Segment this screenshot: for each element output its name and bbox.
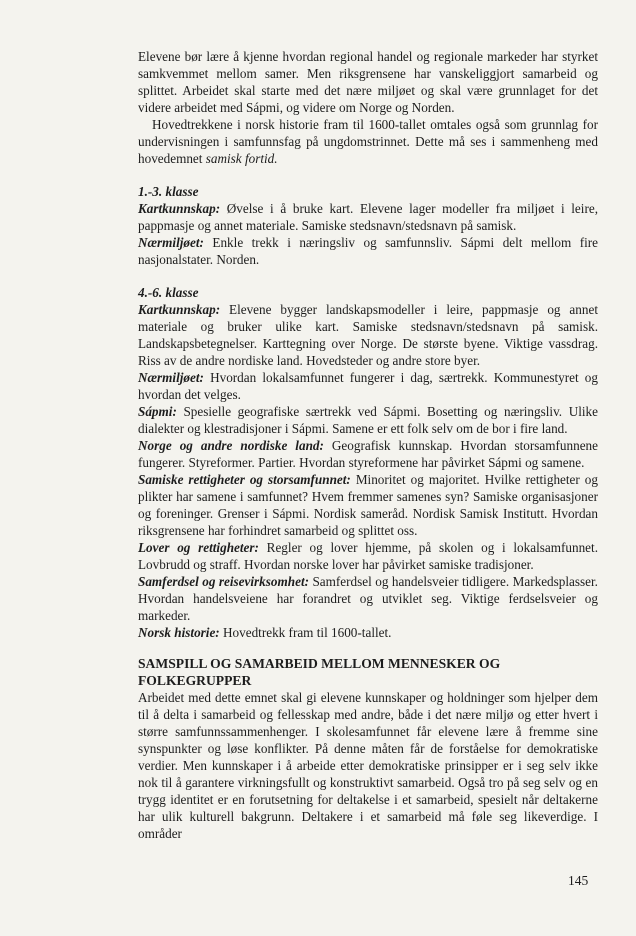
item-label: Norsk historie: [138, 625, 220, 640]
grade-1-3-item [138, 234, 598, 268]
item-text: Minoritet og majoritet. Hvilke rettigheter og plikter har samene i samfunnet? Hvem fremmer samenes syn? Samiske organisasjoner og foreninger. Grenser i Sápmi. Nordisk sameråd. Nordisk Samisk Institutt. Hvordan riksgrensene har forhindret samarbeid og splittet oss. [138, 472, 598, 538]
grade-4-6-item [138, 539, 598, 573]
item-label: Nærmiljøet: [138, 235, 204, 250]
intro-paragraph: Elevene bør lære å kjenne hvordan regional handel og regionale markeder har styrket samkvemmet mellom samer. Men riksgrensene har vanskeliggjort samarbeid og splittet. Arbeidet skal starte med det nære miljøet og skal være grunnlaget for det videre arbeidet med Sápmi, og videre om Norge og Norden. [138, 49, 598, 115]
item-text: Enkle trekk i næringsliv og samfunnsliv. Sápmi delt mellom fire nasjonalstater. Norden. [138, 235, 598, 267]
item-label: Samiske rettigheter og storsamfunnet: [138, 472, 351, 487]
item-text: Geografisk kunnskap. Hvordan storsamfunnene fungerer. Styreformer. Partier. Hvordan styreformene har påvirket Sápmi og samene. [138, 438, 598, 470]
grade-4-6-item [138, 437, 598, 471]
grade-4-6-item [138, 573, 598, 624]
section-heading: SAMSPILL OG SAMARBEID MELLOM MENNESKER OG FOLKEGRUPPER [138, 656, 501, 688]
page-number: 145 [568, 873, 589, 888]
grade-4-6-title: 4.-6. klasse [138, 285, 199, 300]
grade-4-6-item [138, 403, 598, 437]
grade-4-6-item [138, 369, 598, 403]
grade-1-3-item [138, 200, 598, 234]
grade-1-3-title: 1.-3. klasse [138, 184, 199, 199]
item-text: Øvelse i å bruke kart. Elevene lager modeller fra miljøet i leire, pappmasje og annet materiale. Samiske stedsnavn/stedsnavn på samisk. [138, 201, 598, 233]
grade-4-6-item [138, 301, 598, 369]
item-label: Lover og rettigheter: [138, 540, 259, 555]
item-text: Hvordan lokalsamfunnet fungerer i dag, særtrekk. Kommunestyret og hvordan det velges. [138, 370, 598, 402]
grade-4-6-item [138, 624, 598, 641]
item-text: Hovedtrekk fram til 1600-tallet. [219, 625, 392, 640]
item-text: Samferdsel og handelsveier tidligere. Markedsplasser. Hvordan handelsveiene har forandret og utviklet seg. Viktige ferdselsveier og markeder. [138, 574, 598, 623]
item-text: Spesielle geografiske særtrekk ved Sápmi. Bosetting og næringsliv. Ulike dialekter og klestradisjoner i Sápmi. Samene er ett folk selv om de bor i fire land. [138, 404, 598, 436]
intro-text: Hovedtrekkene i norsk historie fram til 1600-tallet omtales også som grunnlag for undervisningen i samfunnsfag på ungdomstrinnet. Dette må ses i sammenheng med hovedemnet [138, 117, 598, 166]
item-label: Norge og andre nordiske land: [138, 438, 324, 453]
item-text: Elevene bygger landskapsmodeller i leire, pappmasje og annet materiale og bruker ulike kart. Samiske stedsnavn/stedsnavn på samisk. Landskapsbetegnelser. Karttegning over Norge. De største byene. Viktige vassdrag. Riss av de andre nordiske land. Hovedsteder og andre store byer. [138, 302, 598, 368]
item-text: Regler og lover hjemme, på skolen og i lokalsamfunnet. Lovbrudd og straff. Hvordan norske lover har påvirket samiske tradisjoner. [138, 540, 598, 572]
item-label: Nærmiljøet: [138, 370, 204, 385]
item-label: Samferdsel og reisevirksomhet: [138, 574, 309, 589]
grade-4-6-item [138, 471, 598, 539]
intro-paragraph-2 [138, 116, 598, 167]
item-label: Kartkunnskap: [138, 302, 221, 317]
section-body: Arbeidet med dette emnet skal gi elevene kunnskaper og holdninger som hjelper dem til å delta i samarbeid og fellesskap med andre, både i det nære miljø og etter hvert i større samfunnssammenhenger. I skolesamfunnet får elevene lære å fremme sine synspunkter og løse konflikter. På denne måten får de forståelse for demokratiske verdier. Men kunnskaper i å arbeide etter demokratiske prinsipper er i seg selv ikke nok til å garantere virkningsfullt og konstruktivt samarbeid. Også tro på seg selv og en trygg identitet er en forutsetning for deltakelse i et samarbeid, spesielt når deltakerne har ulik kulturell bakgrunn. Deltakere i et samarbeid må føle seg likeverdige. I områder [138, 690, 598, 841]
intro-emphasis: samisk fortid. [205, 151, 278, 166]
text-column [138, 48, 598, 842]
item-label: Kartkunnskap: [138, 201, 221, 216]
item-label: Sápmi: [138, 404, 177, 419]
